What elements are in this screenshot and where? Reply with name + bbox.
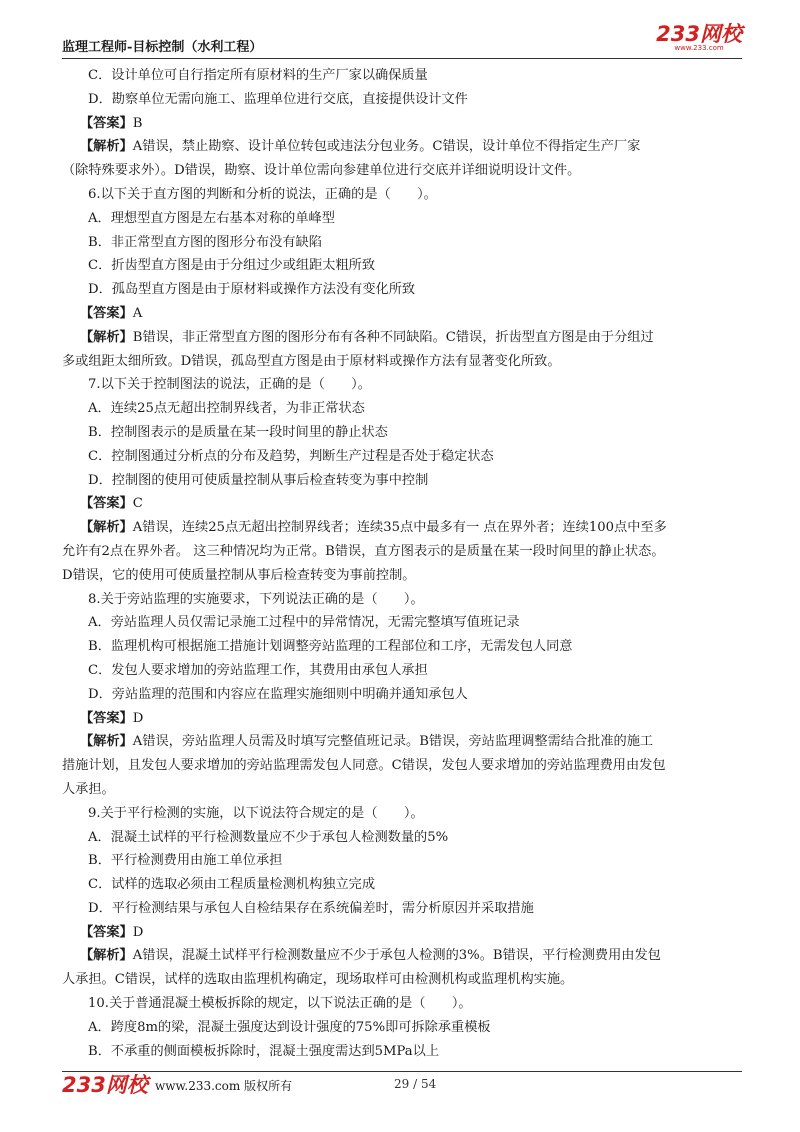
line-text: D	[132, 924, 144, 940]
label-tag: 【答案】	[80, 496, 133, 512]
line-text: A．连续25点无超出控制界线者，为非正常状态	[88, 401, 365, 417]
text-line	[62, 992, 747, 1016]
label-tag: 【解析】	[80, 139, 133, 155]
line-text: D．控制图的使用可使质量控制从事后检查转变为事中控制	[88, 472, 429, 488]
footer-logo: 233网校	[62, 1073, 148, 1097]
label-tag: 【答案】	[80, 924, 133, 940]
line-text: D．孤岛型直方图是由于原材料或操作方法没有变化所致	[88, 282, 416, 298]
text-line	[62, 540, 747, 564]
line-text: 10.关于普通混凝土模板拆除的规定，以下说法正确的是（ ）。	[88, 996, 472, 1012]
text-line	[62, 469, 747, 493]
line-text: A．混凝土试样的平行检测数量应不少于承包人检测数量的5%	[88, 829, 449, 845]
text-line	[62, 754, 747, 778]
text-line	[62, 302, 747, 326]
text-line	[62, 611, 747, 635]
line-text: A．旁站监理人员仅需记录施工过程中的异常情况，无需完整填写值班记录	[88, 615, 520, 631]
text-line	[62, 921, 747, 945]
line-text: A错误，禁止勘察、设计单位转包或违法分包业务。C错误，设计单位不得指定生产厂家	[132, 139, 641, 155]
line-text: B．不承重的侧面模板拆除时，混凝土强度需达到5MPa以上	[88, 1043, 440, 1059]
text-line	[62, 897, 747, 921]
text-line	[62, 707, 747, 731]
text-line	[62, 183, 747, 207]
line-text: 6.以下关于直方图的判断和分析的说法，正确的是（ ）。	[88, 186, 437, 202]
text-line	[62, 778, 747, 802]
page-number: 29 / 54	[394, 1077, 437, 1091]
line-text: C．试样的选取必须由工程质量检测机构独立完成	[88, 877, 376, 893]
line-text: 7.以下关于控制图法的说法，正确的是（ ）。	[88, 377, 371, 393]
label-tag: 【解析】	[80, 520, 133, 536]
text-line	[62, 421, 747, 445]
text-line	[62, 1040, 747, 1064]
line-text: D．勘察单位无需向施工、监理单位进行交底，直接提供设计文件	[88, 91, 468, 107]
line-text: A错误，混凝土试样平行检测数量应不少于承包人检测的3%。B错误，平行检测费用由发包	[132, 948, 661, 964]
line-text: D．平行检测结果与承包人自检结果存在系统偏差时，需分析原因并采取措施	[88, 900, 534, 916]
label-tag: 【答案】	[80, 115, 133, 131]
header-divider	[62, 58, 742, 59]
line-text: D错误，它的使用可使质量控制从事后检查转变为事前控制。	[62, 567, 416, 583]
logo-url: www.233.com	[674, 44, 724, 52]
line-text: D	[132, 710, 144, 726]
line-text: B．平行检测费用由施工单位承担	[88, 853, 283, 869]
label-tag: 【答案】	[80, 305, 133, 321]
text-line	[62, 826, 747, 850]
header-logo	[656, 24, 742, 52]
text-line	[62, 564, 747, 588]
text-line	[62, 326, 747, 350]
line-text: C．发包人要求增加的旁站监理工作，其费用由承包人承担	[88, 662, 428, 678]
text-line	[62, 231, 747, 255]
text-line	[62, 492, 747, 516]
line-text: （除特殊要求外）。D错误，勘察、设计单位需向参建单位进行交底并详细说明设计文件。	[62, 163, 581, 179]
text-line	[62, 112, 747, 136]
line-text: D．旁站监理的范围和内容应在监理实施细则中明确并通知承包人	[88, 686, 468, 702]
line-text: B．控制图表示的是质量在某一段时间里的静止状态	[88, 424, 388, 440]
line-text: A错误，连续25点无超出控制界线者；连续35点中最多有一 点在界外者；连续100点中至多	[132, 520, 667, 536]
line-text: 措施计划，且发包人要求增加的旁站监理需发包人同意。C错误，发包人要求增加的旁站监理费用由发包	[62, 758, 666, 774]
text-line	[62, 64, 747, 88]
page-footer	[62, 1074, 742, 1100]
label-tag: 【解析】	[80, 948, 133, 964]
label-tag: 【答案】	[80, 710, 133, 726]
text-line	[62, 683, 747, 707]
line-text: 允许有2点在界外者。 这三种情况均为正常。B错误，直方图表示的是质量在某一段时间里的静止状态。	[62, 543, 665, 559]
line-text: B错误，非正常型直方图的图形分布有各种不同缺陷。C错误，折齿型直方图是由于分组过	[132, 329, 654, 345]
line-text: C．折齿型直方图是由于分组过少或组距太粗所致	[88, 258, 376, 274]
footer-divider	[62, 1071, 742, 1072]
text-line	[62, 659, 747, 683]
document-body	[62, 64, 747, 1063]
text-line	[62, 135, 747, 159]
line-text: C．设计单位可自行指定所有原材料的生产厂家以确保质量	[88, 68, 428, 83]
text-line	[62, 88, 747, 112]
line-text: A错误，旁站监理人员需及时填写完整值班记录。B错误，旁站监理调整需结合批准的施工	[132, 734, 654, 750]
text-line	[62, 635, 747, 659]
document-title: 监理工程师-目标控制（水利工程）	[62, 40, 263, 55]
text-line	[62, 350, 747, 374]
text-line	[62, 1016, 747, 1040]
line-text: B．非正常型直方图的图形分布没有缺陷	[88, 234, 322, 250]
line-text: 8.关于旁站监理的实施要求，下列说法正确的是（ ）。	[88, 591, 424, 607]
line-text: 人承担。C错误，试样的选取由监理机构确定，现场取样可由检测机构或监理机构实施。	[62, 972, 574, 988]
text-line	[62, 588, 747, 612]
text-line	[62, 159, 747, 183]
text-line	[62, 278, 747, 302]
line-text: 9.关于平行检测的实施，以下说法符合规定的是（ ）。	[88, 805, 424, 821]
text-line	[62, 802, 747, 826]
page-header	[62, 14, 742, 60]
text-line	[62, 944, 747, 968]
text-line	[62, 968, 747, 992]
line-text: 人承担。	[62, 781, 115, 797]
text-line	[62, 730, 747, 754]
line-text: A	[132, 305, 143, 321]
line-text: B	[132, 115, 143, 131]
line-text: C	[132, 496, 143, 512]
text-line	[62, 397, 747, 421]
line-text: A．跨度8m的梁，混凝土强度达到设计强度的75%即可拆除承重模板	[88, 1019, 491, 1035]
text-line	[62, 516, 747, 540]
line-text: B．监理机构可根据施工措施计划调整旁站监理的工程部位和工序，无需发包人同意	[88, 639, 573, 655]
label-tag: 【解析】	[80, 734, 133, 750]
text-line	[62, 373, 747, 397]
text-line	[62, 849, 747, 873]
line-text: C．控制图通过分析点的分布及趋势，判断生产过程是否处于稳定状态	[88, 448, 494, 464]
text-line	[62, 873, 747, 897]
line-text: 多或组距太细所致。D错误，孤岛型直方图是由于原材料或操作方法有显著变化所致。	[62, 353, 561, 369]
text-line	[62, 445, 747, 469]
line-text: A．理想型直方图是左右基本对称的单峰型	[88, 210, 335, 226]
logo-text: 233网校	[656, 22, 742, 46]
text-line	[62, 254, 747, 278]
text-line	[62, 207, 747, 231]
copyright-text: www.233.com 版权所有	[155, 1079, 293, 1093]
label-tag: 【解析】	[80, 329, 133, 345]
